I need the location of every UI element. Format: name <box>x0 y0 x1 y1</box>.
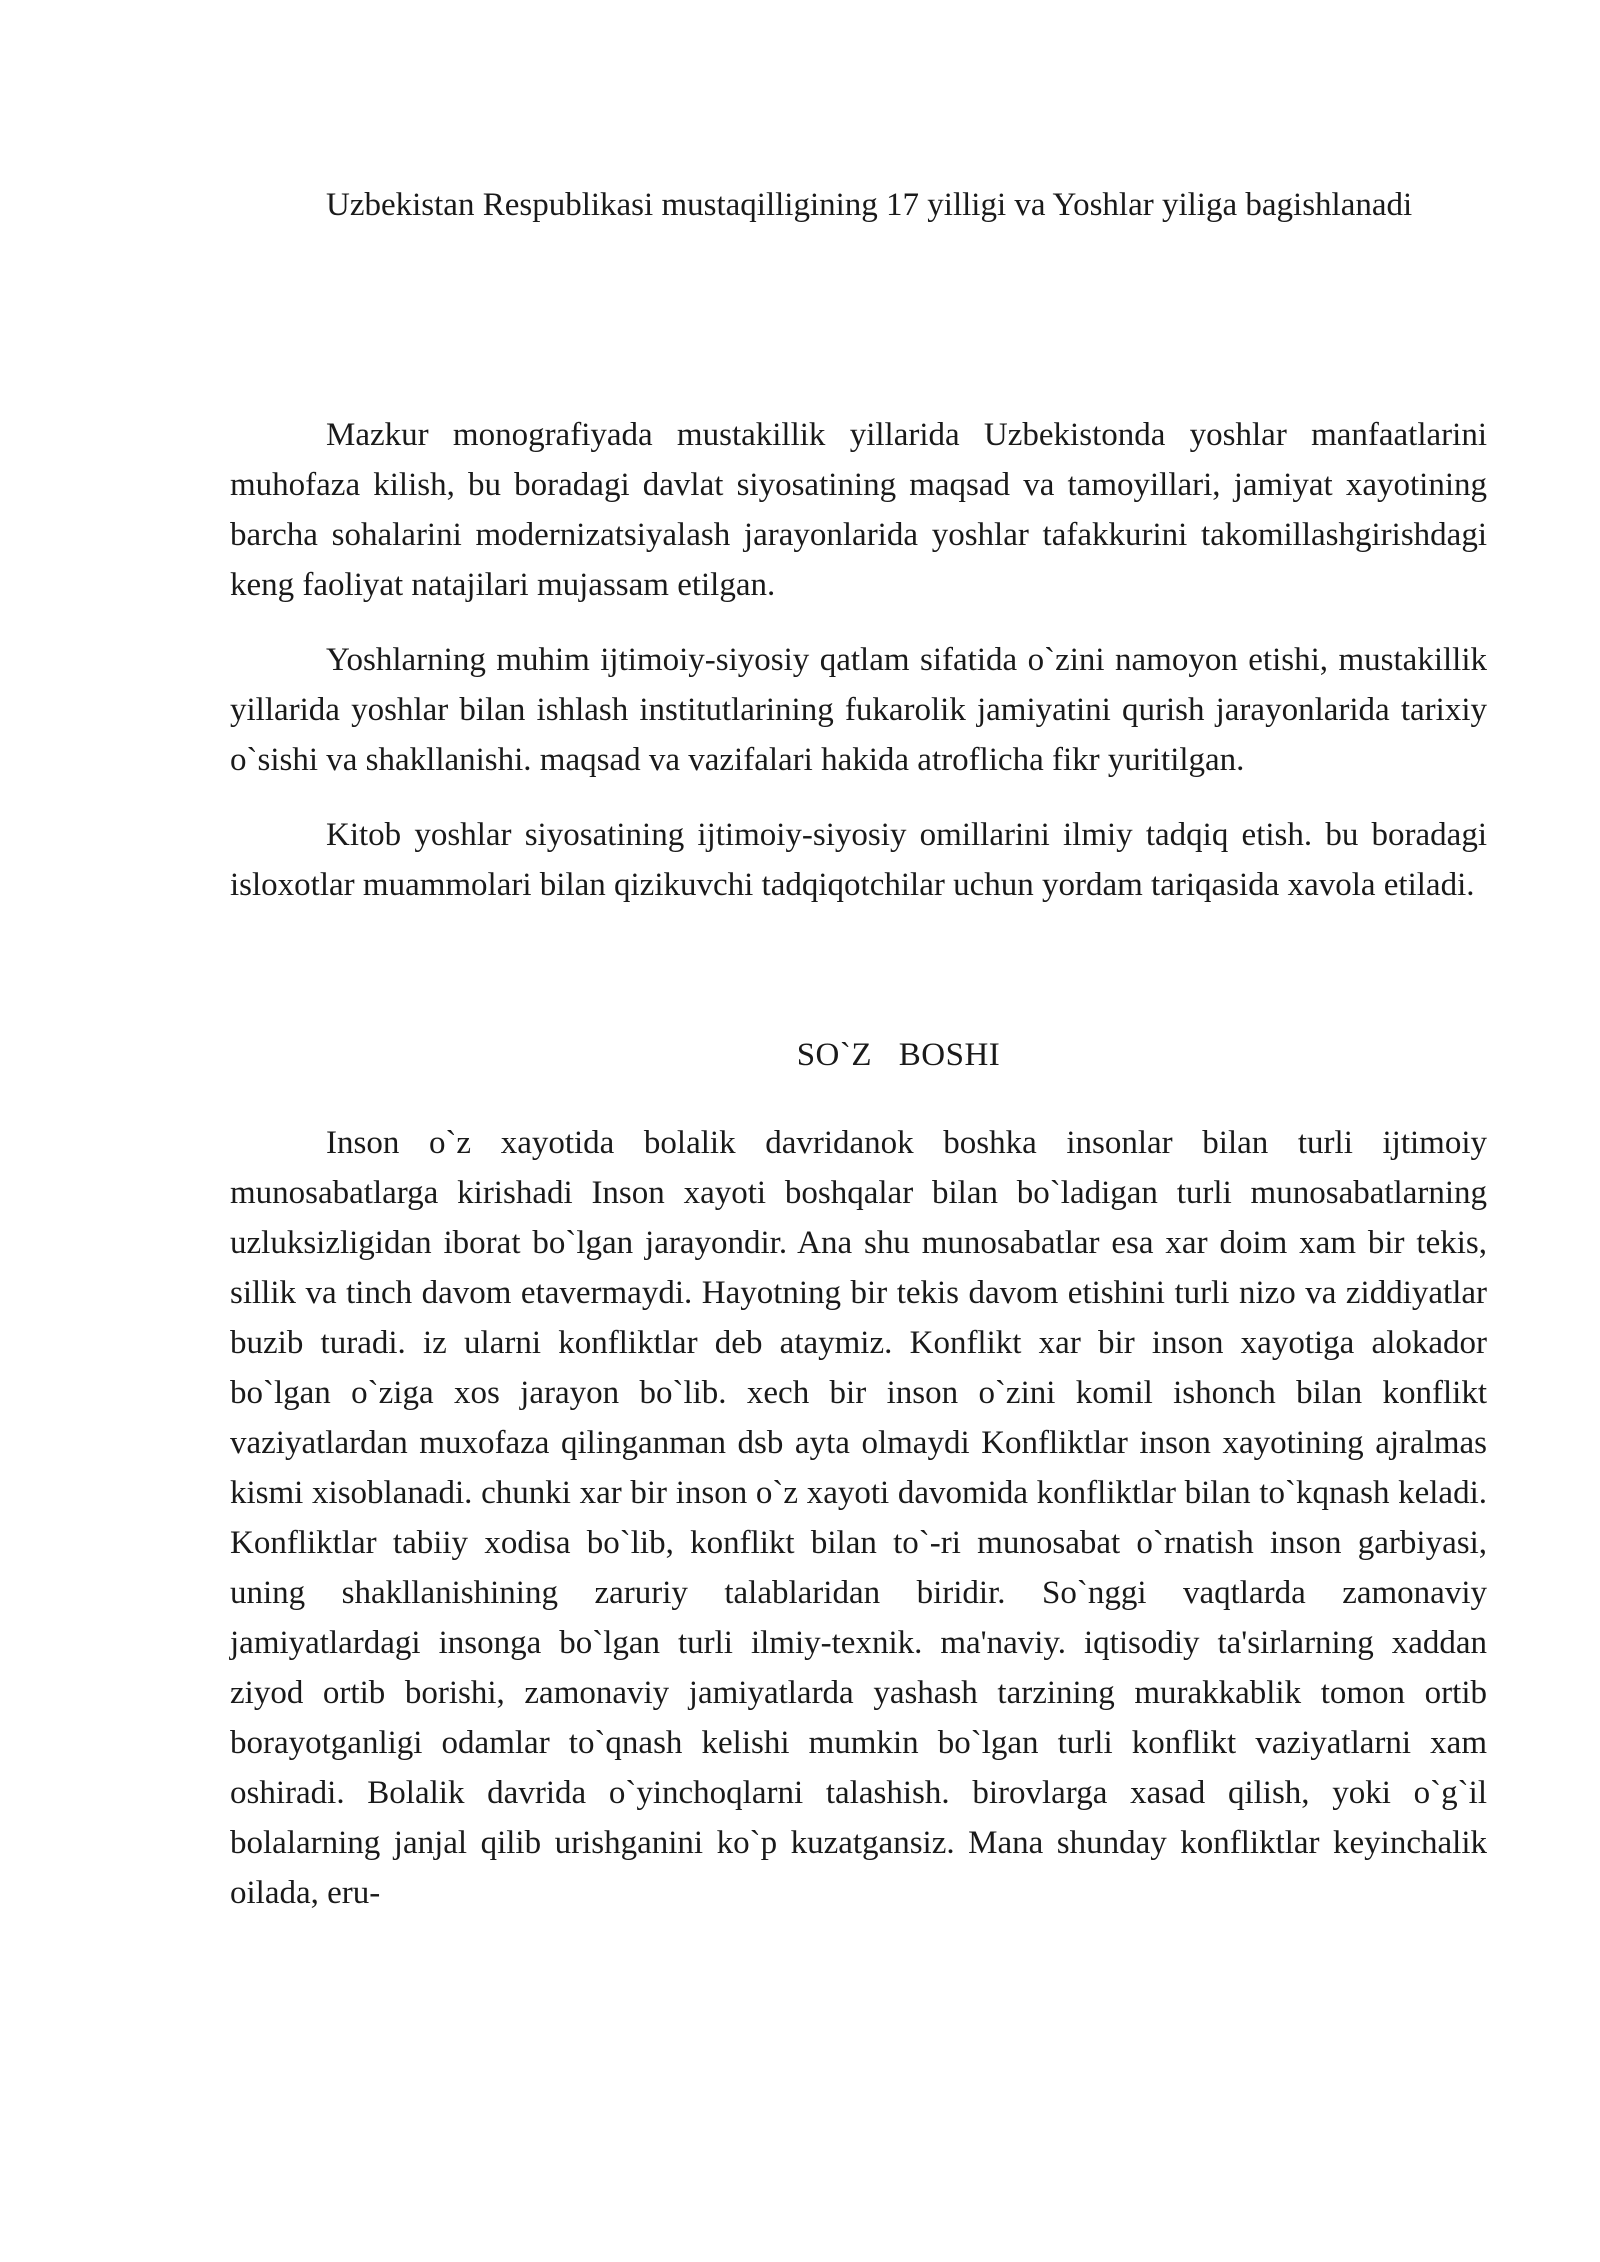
section-heading: SO`Z BOSHI <box>796 1037 1001 1073</box>
abstract-paragraph: Yoshlarning muhim ijtimoiy-siyosiy qatlam sifatida o`zini namoyon etishi, mustakillik yillarida yoshlar bilan ishlash institutlarining fukarolik jamiyatini qurish jarayonlarida tarixiy o`sishi va shakllanishi. maqsad va vazifalari hakida atroflicha fikr yuritilgan. <box>230 642 1487 778</box>
dedication-text: Uzbekistan Respublikasi mustaqilligining 17 yilligi va Yoshlar yiliga bagishlanadi <box>326 187 1413 223</box>
body-paragraph: Inson o`z xayotida bolalik davridanok boshka insonlar bilan turli ijtimoiy munosabatlarga kirishadi Inson xayoti boshqalar bilan bo`ladigan turli munosabatlarning uzluksizligidan iborat bo`lgan jarayondir. Ana shu munosabatlar esa xar doim xam bir tekis, sillik va tinch davom etavermaydi. Hayotning bir tekis davom etishini turli nizo va ziddiyatlar buzib turadi. iz ularni konfliktlar deb ataymiz. Konflikt xar bir inson xayotiga alokador bo`lgan o`ziga xos jarayon bo`lib. xech bir inson o`zini komil ishonch bilan konflikt vaziyatlardan muxofaza qilinganman dsb ayta olmaydi Konfliktlar inson xayotining ajralmas kismi xisoblanadi. chunki xar bir inson o`z xayoti davomida konfliktlar bilan to`kqnash keladi. Konfliktlar tabiiy xodisa bo`lib, konflikt bilan to`-ri munosabat o`rnatish inson garbiyasi, uning shakllanishining zaruriy talablaridan biridir. So`nggi vaqtlarda zamonaviy jamiyatlardagi insonga bo`lgan turli ilmiy-texnik. ma'naviy. iqtisodiy ta'sirlarning xaddan ziyod ortib borishi, zamonaviy jamiyatlarda yashash tarzining murakkablik tomon ortib borayotganligi odamlar to`qnash kelishi mumkin bo`lgan turli konflikt vaziyatlarni xam oshiradi. Bolalik davrida o`yinchoqlarni talashish. birovlarga xasad qilish, yoki o`g`il bolalarning janjal qilib urishganini ko`p kuzatgansiz. Mana shunday konfliktlar keyinchalik oilada, eru- <box>230 1125 1487 1911</box>
abstract-paragraph: Mazkur monografiyada mustakillik yillarida Uzbekistonda yoshlar manfaatlarini muhofaza kilish, bu boradagi davlat siyosatining maqsad va tamoyillari, jamiyat xayotining barcha sohalarini modernizatsiyalash jarayonlarida yoshlar tafakkurini takomillashgirishdagi keng faoliyat natajilari mujassam etilgan. <box>230 417 1487 603</box>
abstract-paragraph: Kitob yoshlar siyosatining ijtimoiy-siyosiy omillarini ilmiy tadqiq etish. bu boradagi isloxotlar muammolari bilan qizikuvchi tadqiqotchilar uchun yordam tariqasida xavola etiladi. <box>230 817 1487 903</box>
page-content <box>230 180 1487 1918</box>
